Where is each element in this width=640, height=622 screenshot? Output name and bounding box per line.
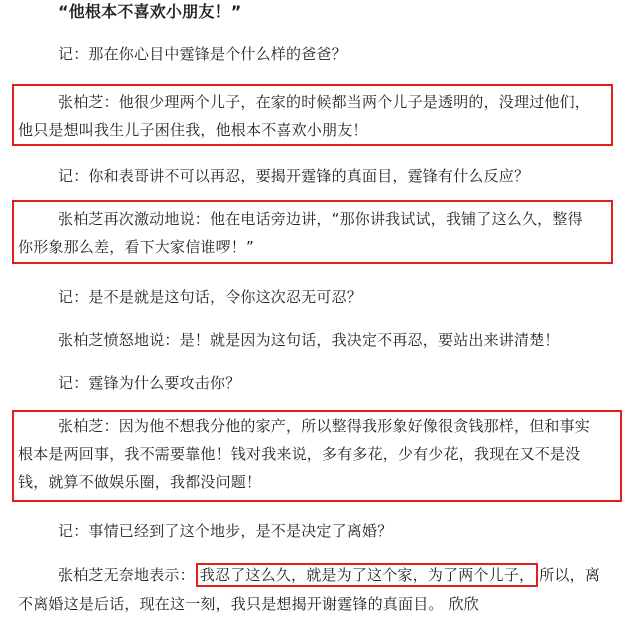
paragraph-question-1: 记：那在你心目中霆锋是个什么样的爸爸？ [58, 45, 347, 63]
paragraph-question-3: 记：是不是就是这句话，令你这次忍无可忍？ [58, 288, 363, 306]
paragraph-question-2: 记：你和表哥讲不可以再忍，要揭开霆锋的真面目，霆锋有什么反应？ [58, 167, 530, 185]
article-heading: “他根本不喜欢小朋友！” [58, 2, 242, 21]
paragraph-answer-4-line-3: 钱，就算不做娱乐圈，我都没问题！ [18, 473, 262, 491]
paragraph-question-5: 记：事情已经到了这个地步，是不是决定了离婚？ [58, 522, 393, 540]
paragraph-answer-5-line-1 [58, 565, 600, 585]
paragraph-answer-4-line-1: 张柏芝：因为他不想我分他的家产，所以整得我形象好像很贪钱那样，但和事实 [58, 417, 591, 435]
paragraph-answer-5-line-2: 不离婚这是后话，现在这一刻，我只是想揭开谢霆锋的真面目。 欣欣 [18, 595, 479, 613]
paragraph-answer-3: 张柏芝愤怒地说：是！就是因为这句话，我决定不再忍，要站出来讲清楚！ [58, 331, 560, 349]
paragraph-answer-1-line-1: 张柏芝：他很少理两个儿子，在家的时候都当两个儿子是透明的，没理过他们， [58, 93, 591, 111]
answer-5-lead: 张柏芝无奈地表示： [58, 566, 195, 584]
answer-5-tail: 所以，离 [539, 566, 601, 584]
paragraph-answer-4-line-2: 根本是两回事，我不需要靠他！钱对我来说，多有多花，少有少花，我现在又不是没 [18, 445, 581, 463]
paragraph-question-4: 记：霆锋为什么要攻击你？ [58, 374, 241, 392]
paragraph-answer-2-line-2: 你形象那么差，看下大家信谁啰！” [18, 238, 254, 256]
paragraph-answer-1-line-2: 他只是想叫我生儿子困住我，他根本不喜欢小朋友！ [18, 121, 368, 139]
highlight-inline-quote: 我忍了这么久，就是为了这个家，为了两个儿子， [196, 563, 538, 587]
paragraph-answer-2-line-1: 张柏芝再次激动地说：他在电话旁边讲，“那你讲我试试，我铺了这么久，整得 [58, 210, 583, 228]
